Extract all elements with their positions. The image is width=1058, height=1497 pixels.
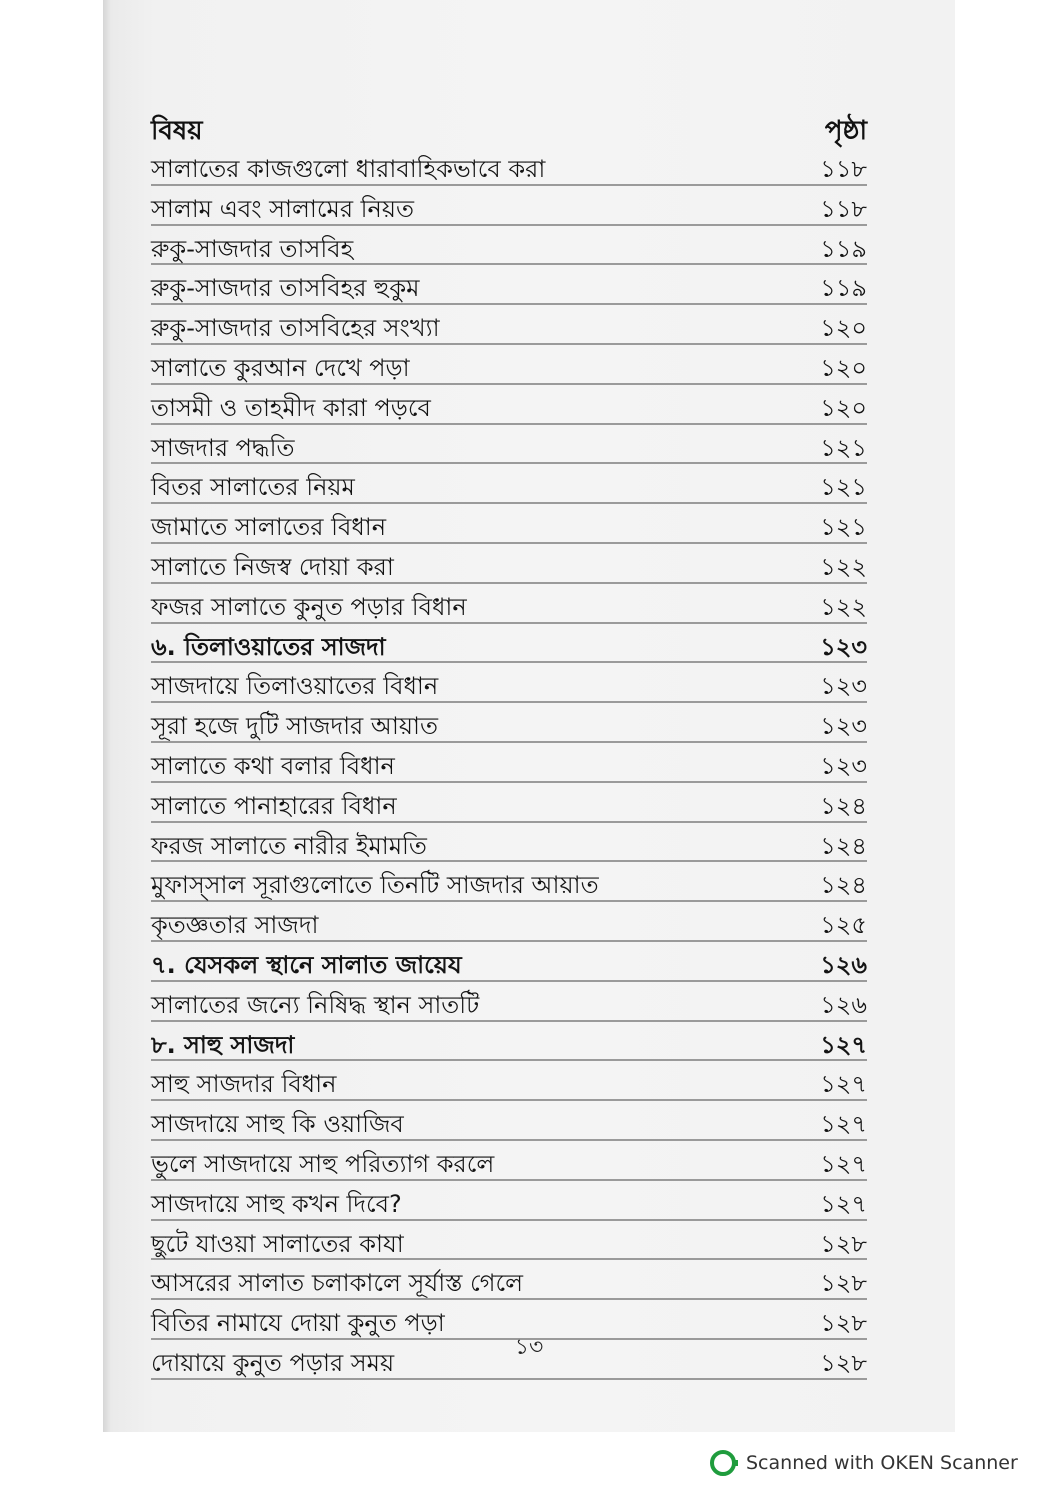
toc-row <box>151 703 867 743</box>
toc-entry-title: সাজদায়ে সাহু কখন দিবে? <box>151 1189 402 1218</box>
toc-row <box>151 1221 867 1261</box>
toc-entry-title: সালাতে নিজস্ব দোয়া করা <box>151 552 394 581</box>
toc-entry-title: রুকু-সাজদার তাসবিহর হুকুম <box>151 274 420 303</box>
toc-entry-title: ভুলে সাজদায়ে সাহু পরিত্যাগ করলে <box>151 1149 495 1178</box>
toc-entry-title: সালাতের কাজগুলো ধারাবাহিকভাবে করা <box>151 155 546 183</box>
topic-column-heading: বিষয় <box>151 116 203 146</box>
scanner-watermark <box>710 1448 1018 1478</box>
toc-row <box>151 783 867 823</box>
toc-row <box>151 464 867 504</box>
toc-entry-page: ১২৭ <box>820 1030 867 1059</box>
toc-entry-page: ১২৪ <box>820 791 867 820</box>
scanner-text: Scanned with OKEN Scanner <box>746 1452 1018 1474</box>
toc-entry-page: ১২৬ <box>820 990 867 1019</box>
toc-row <box>151 902 867 942</box>
toc-row <box>151 1061 867 1101</box>
toc-entry-title: ৭. যেসকল স্থানে সালাত জায়েয <box>151 950 462 979</box>
toc-entry-title: ফজর সালাতে কুনুত পড়ার বিধান <box>151 592 467 621</box>
toc-entry-page: ১২৬ <box>820 950 867 979</box>
toc-row <box>151 186 867 226</box>
toc-entry-page: ১২৭ <box>820 1070 867 1099</box>
toc-entry-page: ১২৪ <box>820 831 867 860</box>
toc-entry-title: মুফাস্সাল সূরাগুলোতে তিনটি সাজদার আয়াত <box>151 871 599 900</box>
toc-entry-page: ১২২ <box>820 552 867 581</box>
toc-row <box>151 1141 867 1181</box>
toc-entry-page: ১২২ <box>820 592 867 621</box>
toc-row <box>151 305 867 345</box>
toc-entry-page: ১১৮ <box>820 194 867 223</box>
toc-entry-title: ছুটে যাওয়া সালাতের কাযা <box>151 1229 404 1258</box>
toc-row <box>151 385 867 425</box>
toc-entry-title: বিতির নামাযে দোয়া কুনুত পড়া <box>151 1309 445 1338</box>
toc-entry-title: রুকু-সাজদার তাসবিহের সংখ্যা <box>151 314 440 343</box>
toc-row <box>151 345 867 385</box>
page-number: ১৩ <box>514 1335 544 1360</box>
toc-entry-page: ১২৩ <box>820 672 867 701</box>
toc-entry-page: ১২৫ <box>820 911 867 940</box>
toc-entry-title: সাজদার পদ্ধতি <box>151 433 295 462</box>
toc-entry-page: ১২৪ <box>820 871 867 900</box>
toc-row <box>151 663 867 703</box>
toc-entry-title: দোয়ায়ে কুনুত পড়ার সময় <box>151 1348 395 1377</box>
toc-row <box>151 146 867 186</box>
toc-row <box>151 265 867 305</box>
toc-entry-page: ১২১ <box>820 433 867 462</box>
toc-entry-page: ১২৭ <box>820 1110 867 1139</box>
toc-entry-page: ১১৮ <box>820 155 867 183</box>
toc-entry-title: ফরজ সালাতে নারীর ইমামতি <box>151 831 427 860</box>
toc-entry-title: রুকু-সাজদার তাসবিহ <box>151 234 354 263</box>
toc-row <box>151 982 867 1022</box>
toc-section-row <box>151 942 867 982</box>
toc-entry-page: ১২১ <box>820 513 867 542</box>
toc-entry-title: সালাতে কথা বলার বিধান <box>151 751 395 780</box>
toc-entry-title: ৮. সাহু সাজদা <box>151 1030 295 1059</box>
toc-entry-page: ১২৮ <box>820 1229 867 1258</box>
toc-entry-page: ১২৩ <box>820 632 867 661</box>
toc-row <box>151 544 867 584</box>
toc-entry-page: ১২৭ <box>820 1189 867 1218</box>
toc-entry-title: সালাম এবং সালামের নিয়ত <box>151 194 414 223</box>
toc-entry-title: আসরের সালাত চলাকালে সূর্যাস্ত গেলে <box>151 1269 524 1298</box>
toc-row <box>151 425 867 465</box>
toc-entry-page: ১২০ <box>820 393 867 422</box>
toc-entry-page: ১২১ <box>820 473 867 502</box>
toc-entry-page: ১২৮ <box>820 1348 867 1377</box>
toc-entry-title: কৃতজ্ঞতার সাজদা <box>151 911 319 940</box>
toc-entry-title: ৬. তিলাওয়াতের সাজদা <box>151 632 386 661</box>
toc-entry-title: সাজদায়ে তিলাওয়াতের বিধান <box>151 672 439 701</box>
oken-scanner-icon <box>710 1450 736 1476</box>
toc-entry-page: ১২০ <box>820 314 867 343</box>
toc-entry-title: জামাতে সালাতের বিধান <box>151 513 387 542</box>
toc-entry-page: ১২৮ <box>820 1309 867 1338</box>
book-page <box>103 0 955 1432</box>
toc-row <box>151 743 867 783</box>
toc-entry-page: ১২৭ <box>820 1149 867 1178</box>
toc-row <box>151 1101 867 1141</box>
toc-entry-page: ১২৮ <box>820 1269 867 1298</box>
toc-row <box>151 823 867 863</box>
table-of-contents <box>151 146 867 1380</box>
toc-entry-title: সাহু সাজদার বিধান <box>151 1070 337 1099</box>
toc-row <box>151 584 867 624</box>
toc-entry-title: সালাতে পানাহারের বিধান <box>151 791 397 820</box>
toc-row <box>151 1181 867 1221</box>
toc-entry-page: ১১৯ <box>820 234 867 263</box>
toc-header <box>151 106 867 146</box>
toc-row <box>151 504 867 544</box>
toc-entry-title: বিতর সালাতের নিয়ম <box>151 473 355 502</box>
toc-entry-page: ১২০ <box>820 353 867 382</box>
toc-entry-title: তাসমী ও তাহমীদ কারা পড়বে <box>151 393 431 422</box>
toc-section-row <box>151 1022 867 1062</box>
page-column-heading: পৃষ্ঠা <box>824 116 867 146</box>
toc-section-row <box>151 624 867 664</box>
toc-row <box>151 226 867 266</box>
toc-entry-title: সাজদায়ে সাহু কি ওয়াজিব <box>151 1110 404 1139</box>
toc-entry-title: সালাতের জন্যে নিষিদ্ধ স্থান সাতটি <box>151 990 480 1019</box>
toc-entry-page: ১১৯ <box>820 274 867 303</box>
toc-entry-title: সূরা হজে দুটি সাজদার আয়াত <box>151 712 438 741</box>
toc-entry-title: সালাতে কুরআন দেখে পড়া <box>151 353 410 382</box>
toc-entry-page: ১২৩ <box>820 712 867 741</box>
toc-row <box>151 1260 867 1300</box>
toc-row <box>151 862 867 902</box>
toc-entry-page: ১২৩ <box>820 751 867 780</box>
